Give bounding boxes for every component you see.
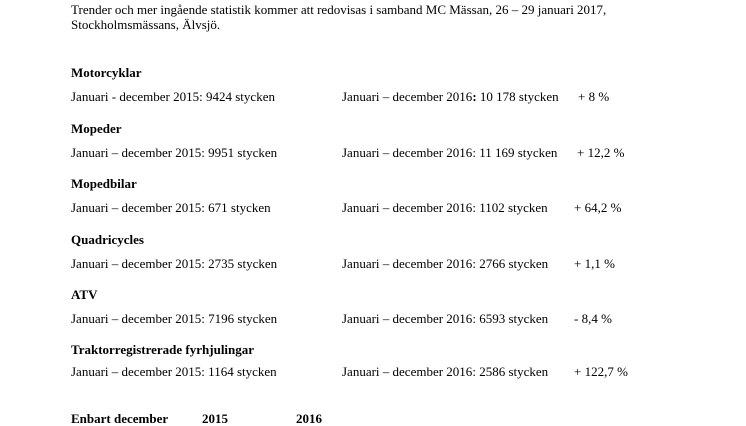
stat-2016-value: 2766 stycken	[475, 256, 549, 271]
intro-line-1: Trender och mer ingående statistik kommer att redovisas i samband MC Mässan, 26 – 29 januari 2017,	[71, 2, 607, 17]
stat-2016-value: 10 178 stycken	[476, 89, 559, 104]
stat-2016-colon: :	[472, 89, 477, 104]
stat-2016-colon: :	[472, 311, 476, 326]
stat-2016-value: 2586 stycken	[475, 364, 549, 379]
stat-2016-label: Januari – december 2016	[342, 89, 473, 104]
stat-2016-label: Januari – december 2016	[342, 200, 473, 215]
stat-2016	[342, 200, 548, 215]
stat-2015: Januari – december 2015: 9951 stycken	[71, 145, 278, 160]
stat-change: + 1,1 %	[574, 256, 615, 271]
stat-2015: Januari – december 2015: 671 stycken	[71, 200, 271, 215]
stat-2016-value: 11 169 stycken	[475, 145, 558, 160]
stat-2016-colon: :	[472, 364, 476, 379]
section-heading: Motorcyklar	[71, 65, 142, 80]
stat-2015: Januari – december 2015: 1164 stycken	[71, 364, 277, 379]
stat-2016-value: 1102 stycken	[475, 200, 548, 215]
stat-change: + 8 %	[578, 89, 610, 104]
stat-2015: Januari - december 2015: 9424 stycken	[71, 89, 275, 104]
stat-2016-label: Januari – december 2016	[342, 311, 473, 326]
stat-2016-label: Januari – december 2016	[342, 364, 473, 379]
stat-change: + 122,7 %	[574, 364, 628, 379]
footer-label: Enbart december	[71, 411, 169, 426]
stat-2016-label: Januari – december 2016	[342, 256, 473, 271]
stat-2016	[342, 89, 559, 104]
stat-2016	[342, 256, 548, 271]
section-heading: Mopeder	[71, 121, 122, 136]
stat-change: + 12,2 %	[577, 145, 625, 160]
stat-2016-label: Januari – december 2016	[342, 145, 473, 160]
footer-year-2015: 2015	[202, 411, 228, 426]
section-heading: Quadricycles	[71, 232, 144, 247]
stat-change: - 8,4 %	[574, 311, 612, 326]
stat-2016	[342, 311, 548, 326]
stat-2016-colon: :	[472, 200, 476, 215]
stat-2016	[342, 145, 557, 160]
stat-2016-colon: :	[472, 145, 476, 160]
footer-year-2016: 2016	[296, 411, 322, 426]
stat-2016-value: 6593 stycken	[475, 311, 549, 326]
stat-2016-colon: :	[472, 256, 476, 271]
section-heading: Mopedbilar	[71, 176, 137, 191]
stat-2015: Januari – december 2015: 2735 stycken	[71, 256, 278, 271]
section-heading: ATV	[71, 287, 98, 302]
stat-2015: Januari – december 2015: 7196 stycken	[71, 311, 278, 326]
stat-2016	[342, 364, 548, 379]
stat-change: + 64,2 %	[574, 200, 622, 215]
intro-line-2: Stockholmsmässans, Älvsjö.	[71, 17, 221, 32]
section-heading: Traktorregistrerade fyrhjulingar	[71, 342, 255, 357]
